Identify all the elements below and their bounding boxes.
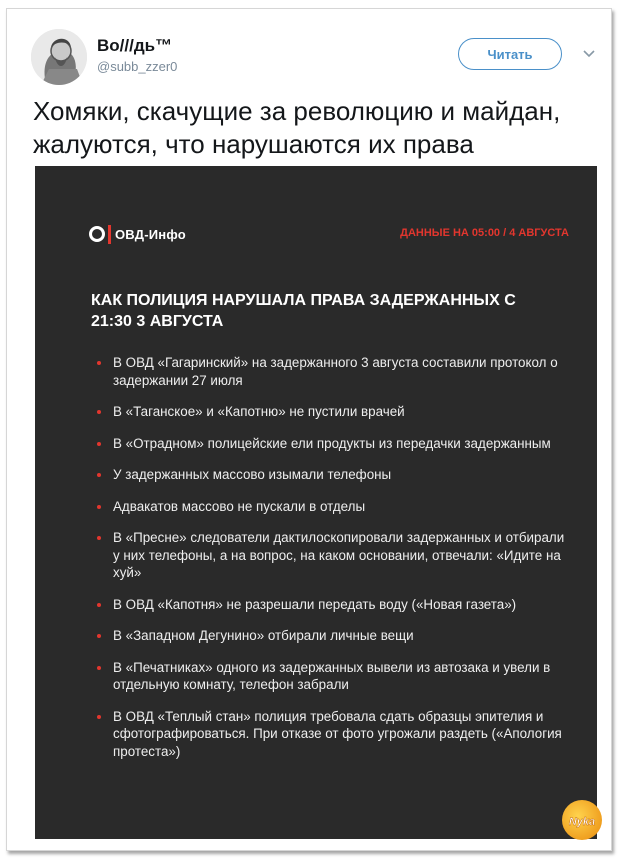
author-avatar[interactable] (31, 29, 87, 85)
ovd-info-logo (89, 222, 186, 246)
follow-button[interactable]: Читать (458, 38, 562, 70)
list-item: В «Таганское» и «Капотню» не пустили врачей (97, 403, 567, 421)
bullet-icon (97, 410, 101, 414)
bullet-icon (97, 361, 101, 365)
svg-text:Nyka: Nyka (568, 816, 596, 828)
logo-ring-icon (89, 226, 105, 242)
logo-bar-icon (108, 225, 111, 244)
bullet-icon (97, 715, 101, 719)
bullet-icon (97, 442, 101, 446)
card-headline: КАК ПОЛИЦИЯ НАРУШАЛА ПРАВА ЗАДЕРЖАННЫХ С 21:30 3 АВГУСТА (91, 292, 516, 330)
violations-list (97, 354, 567, 774)
bullet-icon (97, 603, 101, 607)
watermark-logo (562, 800, 602, 840)
chevron-down-icon[interactable] (581, 45, 597, 61)
bullet-icon (97, 666, 101, 670)
watermark-icon (562, 800, 602, 840)
bullet-icon (97, 536, 101, 540)
bullet-icon (97, 634, 101, 638)
author-name[interactable]: Bo///дь™ (97, 36, 173, 55)
bullet-icon (97, 473, 101, 477)
list-item: У задержанных массово изымали телефоны (97, 466, 567, 484)
list-item: Адвакатов массово не пускали в отделы (97, 498, 567, 516)
avatar-illustration (31, 29, 87, 85)
list-item: В «Отрадном» полицейские ели продукты из передачки задержанным (97, 435, 567, 453)
bullet-icon (97, 505, 101, 509)
list-item: В ОВД «Теплый стан» полиция требовала сдать образцы эпителия и сфотографироваться. При отказе от фото угрожали раздеть («Апология протеста») (97, 708, 567, 761)
data-date-label: ДАННЫЕ НА 05:00 / 4 АВГУСТА (400, 227, 569, 239)
tweet-text: Хомяки, скачущие за революцию и майдан, жалуются, что нарушаются их права (33, 96, 561, 159)
tweet-container (6, 8, 612, 851)
list-item: В «Печатниках» одного из задержанных вывели из автозака и увели в отдельную комнату, телефон забрали (97, 659, 567, 694)
author-handle[interactable]: @subb_zzer0 (97, 59, 178, 74)
logo-text: ОВД-Инфо (115, 226, 186, 242)
list-item: В «Пресне» следователи дактилоскопировали задержанных и отбирали у них телефоны, а на вопрос, на каком основании, отвечали: «Идите на хуй» (97, 529, 567, 582)
list-item: В ОВД «Гагаринский» на задержанного 3 августа составили протокол о задержании 27 июля (97, 354, 567, 389)
attached-image[interactable] (35, 166, 597, 839)
list-item: В «Западном Дегунино» отбирали личные вещи (97, 627, 567, 645)
list-item: В ОВД «Капотня» не разрешали передать воду («Новая газета») (97, 596, 567, 614)
